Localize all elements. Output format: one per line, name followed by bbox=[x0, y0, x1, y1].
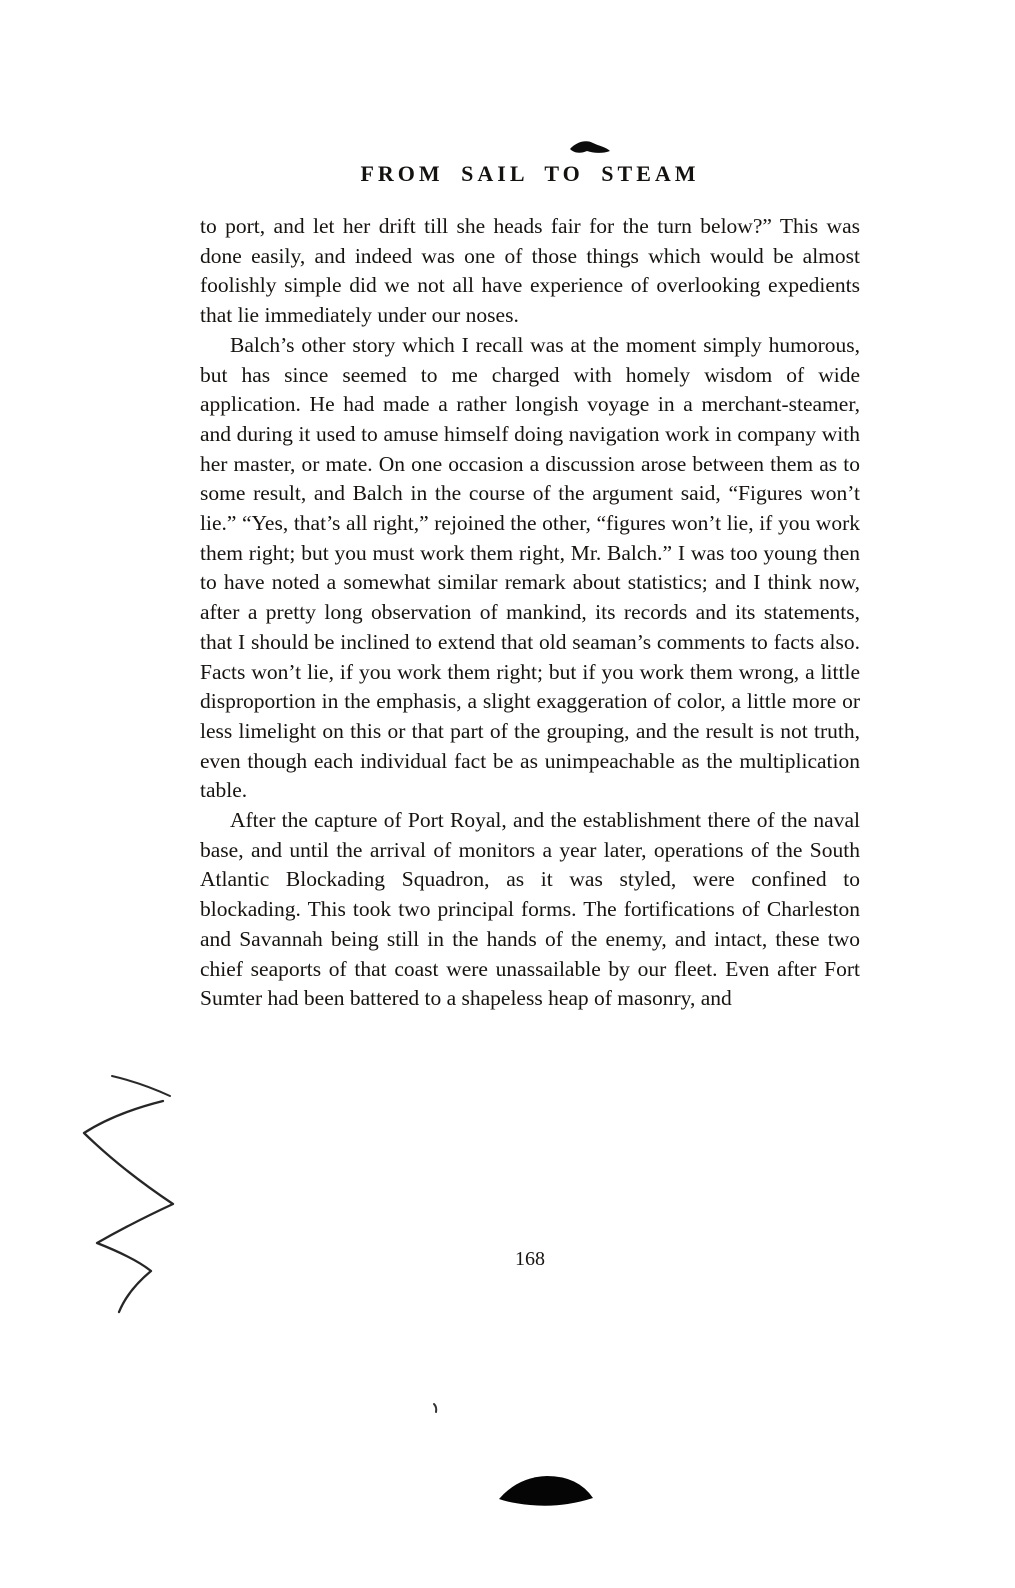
margin-squiggle-icon bbox=[84, 1101, 173, 1312]
ink-blot-icon bbox=[570, 141, 610, 153]
stray-mark-icon bbox=[434, 1404, 436, 1412]
ink-stain-icon bbox=[499, 1476, 593, 1506]
paragraph: Balch’s other story which I recall was at the moment simply humorous, but has since seemed to me charged with homely wisdom of wide application. He had made a rather longish voyage in a merchant-steamer, and during it used to amuse himself doing navigation work in company with her master, or mate. On one occasion a discussion arose between them as to some result, and Balch in the course of the argument said, “Figures won’t lie.” “Yes, that’s all right,” rejoined the other, “figures won’t lie, if you work them right; but you must work them right, Mr. Balch.” I was too young then to have noted a somewhat similar remark about statistics; and I think now, after a pretty long observation of mankind, its records and its statements, that I should be inclined to extend that old seaman’s comments to facts also. Facts won’t lie, if you work them right; but if you work them wrong, a little disproportion in the emphasis, a slight exaggeration of color, a little more or less limelight on this or that part of the grouping, and the result is not truth, even though each individual fact be as unimpeachable as the multiplication table. bbox=[200, 332, 860, 803]
margin-squiggle-icon bbox=[112, 1076, 170, 1096]
page-body-text bbox=[200, 212, 860, 1014]
page-number: 168 bbox=[515, 1248, 545, 1270]
paragraph: After the capture of Port Royal, and the establishment there of the naval base, and until the arrival of monitors a year later, operations of the South Atlantic Blockading Squadron, as it was styled, were confined to blockading. This took two principal forms. The fortifications of Charleston and Savannah being still in the hands of the enemy, and intact, these two chief seaports of that coast were unassailable by our fleet. Even after Fort Sumter had been battered to a shapeless heap of masonry, and bbox=[200, 808, 860, 1011]
paragraph: to port, and let her drift till she heads fair for the turn below?” This was done easily, and indeed was one of those things which would be almost foolishly simple did we not all have experience of overlooking expedients that lie immediately under our noses. bbox=[200, 214, 860, 328]
running-head-title: FROM SAIL TO STEAM bbox=[360, 161, 700, 186]
